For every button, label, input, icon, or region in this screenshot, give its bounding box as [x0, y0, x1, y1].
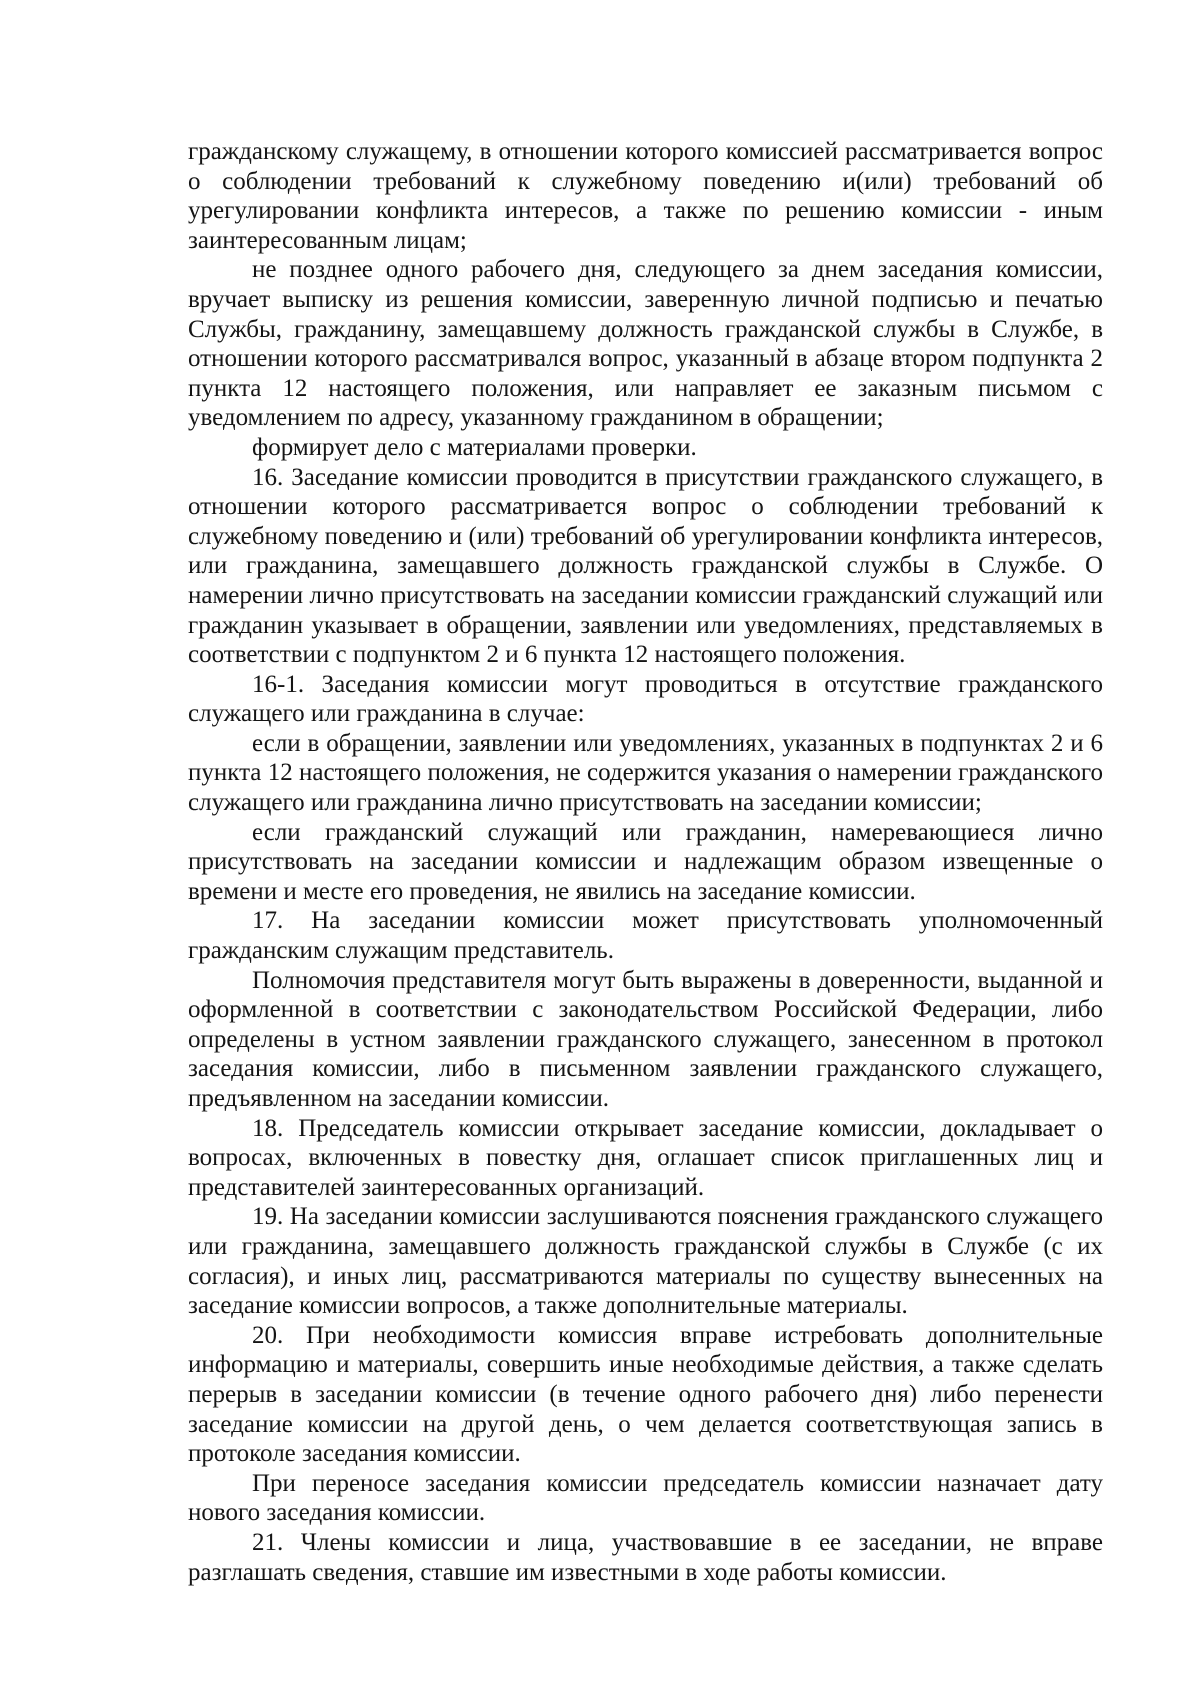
document-body: [188, 137, 1103, 1587]
paragraph-20-reschedule: При переносе заседания комиссии председатель комиссии назначает дату нового заседания комиссии.: [188, 1469, 1103, 1527]
paragraph-17-powers: Полномочия представителя могут быть выражены в доверенности, выданной и оформленной в соответствии с законодательством Российской Федерации, либо определены в устном заявлении гражданского служащего, занесенном в протокол заседания комиссии, либо в письменном заявлении гражданского служащего, предъявленном на заседании комиссии.: [188, 966, 1103, 1112]
paragraph-20: 20. При необходимости комиссия вправе истребовать дополнительные информацию и материалы, совершить иные необходимые действия, а также сделать перерыв в заседании комиссии (в течение одного рабочего дня) либо перенести заседание комиссии на другой день, о чем делается соответствующая запись в протоколе заседания комиссии.: [188, 1321, 1103, 1468]
paragraph-16-1: 16-1. Заседания комиссии могут проводиться в отсутствие гражданского служащего или гражданина в случае:: [188, 670, 1103, 728]
paragraph-21: 21. Члены комиссии и лица, участвовавшие в ее заседании, не вправе разглашать сведения, ставшие им известными в ходе работы комиссии.: [188, 1528, 1103, 1586]
paragraph-16-1-case-a: если в обращении, заявлении или уведомлениях, указанных в подпунктах 2 и 6 пункта 12 настоящего положения, не содержится указания о намерении гражданского служащего или гражданина лично присутствовать на заседании комиссии;: [188, 729, 1103, 817]
paragraph-18: 18. Председатель комиссии открывает заседание комиссии, докладывает о вопросах, включенных в повестку дня, оглашает список приглашенных лиц и представителей заинтересованных организаций.: [188, 1114, 1103, 1201]
paragraph-16-1-case-b: если гражданский служащий или гражданин, намеревающиеся лично присутствовать на заседании комиссии и надлежащим образом извещенные о времени и месте его проведения, не явились на заседание комиссии.: [188, 818, 1103, 905]
paragraph-case-file: формирует дело с материалами проверки.: [252, 433, 697, 461]
paragraph-16: 16. Заседание комиссии проводится в присутствии гражданского служащего, в отношении которого рассматривается вопрос о соблюдении требований к служебному поведению и (или) требований об урегулировании конфликта интересов, или гражданина, замещавшего должность гражданской службы в Службе. О намерении лично присутствовать на заседании комиссии гражданский служащий или гражданин указывает в обращении, заявлении или уведомлениях, представляемых в соответствии с подпунктом 2 и 6 пункта 12 настоящего положения.: [188, 463, 1103, 669]
paragraph-extract-delivery: не позднее одного рабочего дня, следующего за днем заседания комиссии, вручает выписку из решения комиссии, заверенную личной подписью и печатью Службы, гражданину, замещавшему должность гражданской службы в Службе, в отношении которого рассматривался вопрос, указанный в абзаце втором подпункта 2 пункта 12 настоящего положения, или направляет ее заказным письмом с уведомлением по адресу, указанному гражданином в обращении;: [188, 256, 1103, 432]
paragraph-17: 17. На заседании комиссии может присутствовать уполномоченный гражданским служащим представитель.: [188, 907, 1103, 965]
paragraph-continuation: гражданскому служащему, в отношении которого комиссией рассматривается вопрос о соблюдении требований к служебному поведению и(или) требований об урегулировании конфликта интересов, а также по решению комиссии - иным заинтересованным лицам;: [188, 138, 1103, 254]
paragraph-19: 19. На заседании комиссии заслушиваются пояснения гражданского служащего или гражданина, замещавшего должность гражданской службы в Службе (с их согласия), и иных лиц, рассматриваются материалы по существу вынесенных на заседание комиссии вопросов, а также дополнительные материалы.: [188, 1203, 1103, 1320]
